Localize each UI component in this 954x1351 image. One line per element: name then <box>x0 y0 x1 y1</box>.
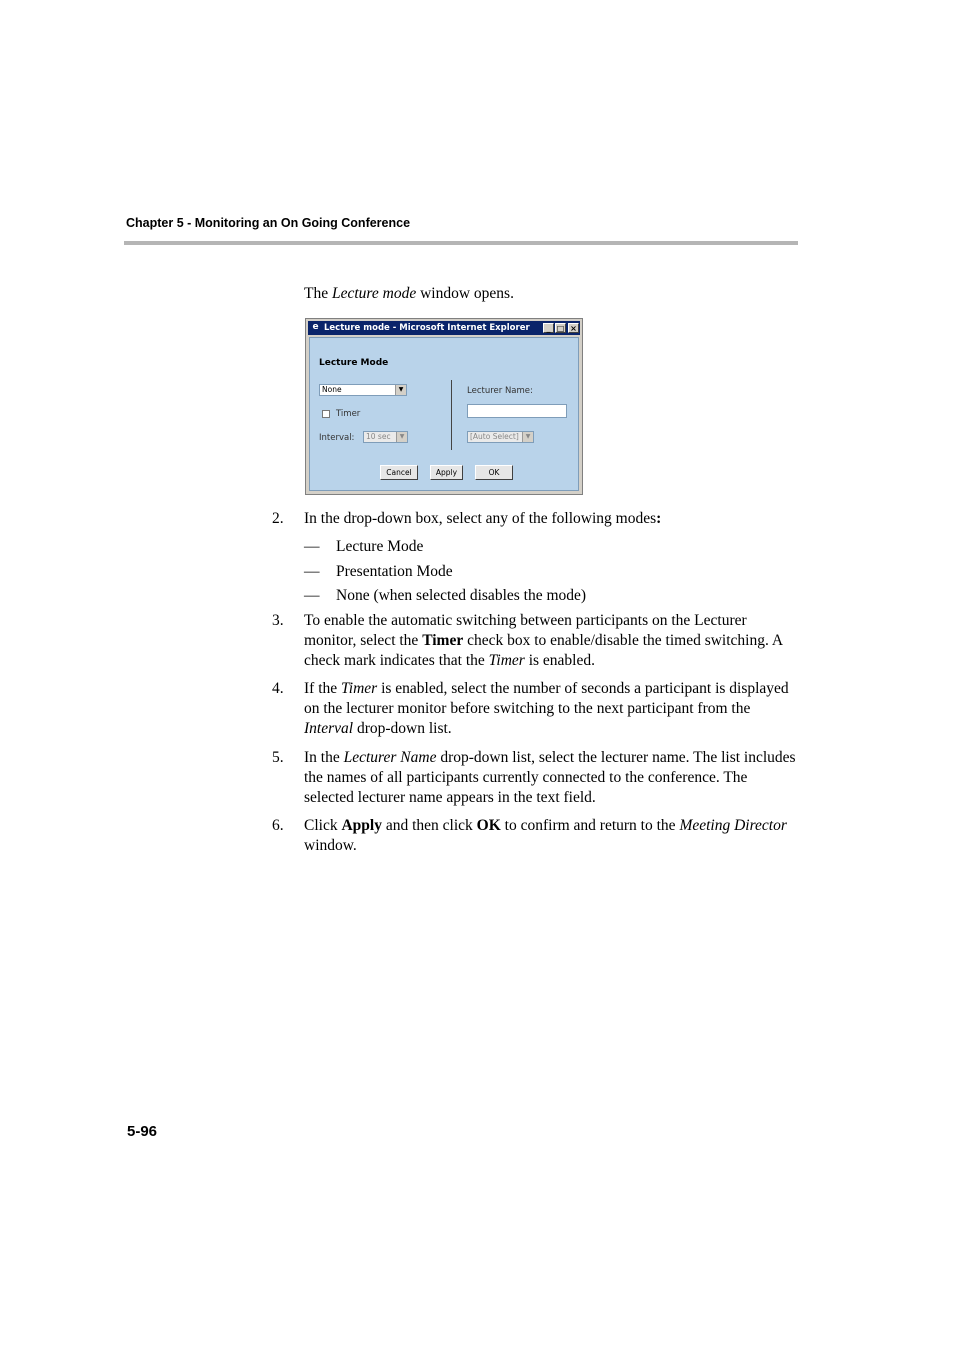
step6-text <box>304 816 796 856</box>
intro-text: The <box>304 285 332 302</box>
step6-bold: Apply <box>341 817 382 834</box>
minimize-icon[interactable]: _ <box>543 323 554 333</box>
dash: — <box>304 563 320 580</box>
header-rule <box>124 241 798 245</box>
lecture-mode-window <box>305 318 583 495</box>
step4-text <box>304 679 796 739</box>
page-number: 5-96 <box>127 1123 158 1140</box>
intro-paragraph <box>304 284 514 304</box>
step3-bold: Timer <box>422 632 464 649</box>
step3-text <box>304 611 796 671</box>
mode-item: None (when selected disables the mode) <box>336 587 587 604</box>
step5-part: drop-down list, select the lecturer name. The list includes the names of all participants currently connected to the conference. The selected lecturer name appears in the text field. <box>304 749 796 806</box>
window-title: Lecture mode - Microsoft Internet Explorer <box>324 323 530 333</box>
timer-label: Timer <box>336 409 361 419</box>
maximize-icon[interactable]: □ <box>556 324 565 333</box>
interval-select-value: 10 sec <box>366 432 391 441</box>
step2-colon: : <box>656 510 662 527</box>
timer-checkbox[interactable] <box>322 410 330 418</box>
mode-select[interactable] <box>319 384 407 396</box>
step6-italic: Meeting Director <box>679 817 787 834</box>
step3-part: check box to enable/disable the timed switching. A check mark indicates that the <box>304 632 783 669</box>
step3-part: To enable the automatic switching between participants on the Lecturer monitor, select the <box>304 612 747 649</box>
step-number: 3. <box>272 612 284 629</box>
step-number: 6. <box>272 817 284 834</box>
step5-italic: Lecturer Name <box>343 749 437 766</box>
step2-text <box>304 509 661 529</box>
intro-italic: Lecture mode <box>331 285 417 302</box>
step-number: 4. <box>272 680 284 697</box>
step3-italic: Timer <box>488 652 525 669</box>
lecturer-name-label: Lecturer Name: <box>467 386 533 396</box>
close-icon[interactable]: × <box>568 323 579 333</box>
interval-select[interactable] <box>363 431 408 443</box>
intro-text-end: window opens. <box>416 285 514 302</box>
lecturer-select-value: [Auto Select] <box>470 432 519 441</box>
chevron-down-icon: ▼ <box>396 432 407 442</box>
step4-italic: Timer <box>341 680 378 697</box>
window-titlebar <box>308 321 580 335</box>
mode-item: Presentation Mode <box>336 563 453 580</box>
step6-part: and then click <box>381 817 477 834</box>
step4-part: is enabled, select the number of seconds a participant is displayed on the lecturer monitor before switching to the next participant from the <box>304 680 789 717</box>
mode-item: Lecture Mode <box>336 538 424 555</box>
step6-bold: OK <box>476 817 501 834</box>
step5-part: In the <box>304 749 344 766</box>
vertical-divider <box>451 380 452 450</box>
mode-select-value: None <box>322 385 342 394</box>
lecturer-name-field[interactable] <box>467 404 567 418</box>
ie-icon: e <box>312 322 319 332</box>
step-number: 5. <box>272 749 284 766</box>
chevron-down-icon: ▼ <box>395 385 406 395</box>
step4-part: drop-down list. <box>353 720 452 737</box>
lecturer-select[interactable] <box>467 431 534 443</box>
dash: — <box>304 538 320 555</box>
step6-part: window. <box>304 837 357 854</box>
step4-italic: Interval <box>304 720 354 737</box>
interval-label: Interval: <box>319 433 355 443</box>
step4-part: If the <box>304 680 342 697</box>
step-number: 2. <box>272 510 284 527</box>
step5-text <box>304 748 796 808</box>
step3-part: is enabled. <box>524 652 595 669</box>
lecture-mode-heading: Lecture Mode <box>319 358 389 368</box>
dash: — <box>304 587 320 604</box>
step6-part: to confirm and return to the <box>500 817 680 834</box>
cancel-button[interactable]: Cancel <box>380 465 418 480</box>
ok-button[interactable]: OK <box>475 465 513 480</box>
chapter-header: Chapter 5 - Monitoring an On Going Conference <box>126 216 411 230</box>
chevron-down-icon: ▼ <box>522 432 533 442</box>
step6-part: Click <box>304 817 342 834</box>
apply-button[interactable]: Apply <box>430 465 463 480</box>
step2-body: In the drop-down box, select any of the following modes <box>304 510 657 527</box>
window-client-area <box>309 337 579 491</box>
